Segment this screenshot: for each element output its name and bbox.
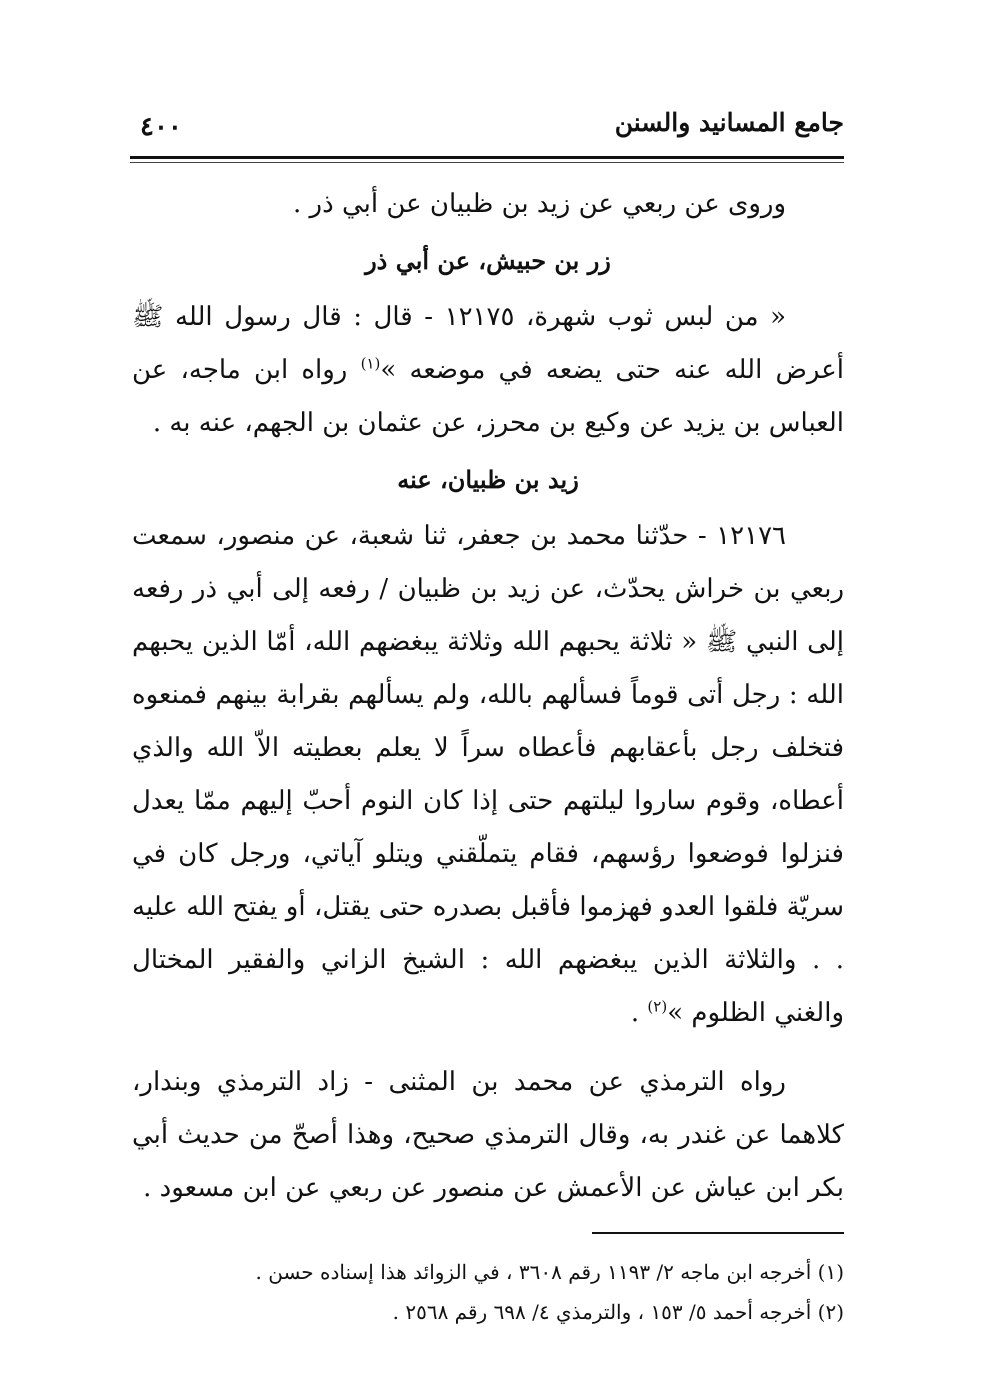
spacer bbox=[132, 1040, 844, 1056]
footnote-ref: (١) bbox=[360, 354, 381, 373]
header-rule bbox=[130, 156, 844, 159]
page-number: ٤٠٠ bbox=[140, 112, 182, 142]
footnote-rule bbox=[592, 1232, 844, 1234]
hadith-source: رواه ابن ماجه، عن العباس بن يزيد عن وكيع بن محرز، عن عثمان بن الجهم، عنه به . bbox=[132, 355, 844, 438]
paragraph-end: . bbox=[630, 998, 648, 1028]
footnote: (١) أخرجه ابن ماجه ٢/ ١١٩٣ رقم ٣٦٠٨ ، في الزوائد هذا إسناده حسن . bbox=[255, 1260, 844, 1284]
page-header bbox=[130, 108, 844, 152]
hadith-text: « من لبس ثوب شهرة، ١٢١٧٥ - قال : قال رسول الله ﷺ أعرض الله عنه حتى يضعه في موضعه » bbox=[132, 302, 845, 385]
main-text bbox=[132, 178, 844, 1215]
hadith-text: ١٢١٧٦ - حدّثنا محمد بن جعفر، ثنا شعبة، عن منصور، سمعت ربعي بن خراش يحدّث، عن زيد بن ظبيان / رفعه إلى أبي ذر رفعه إلى النبي ﷺ « ثلاثة يحبهم الله وثلاثة يبغضهم الله، أمّا الذين يحبهم الله : رجل أتى قوماً فسألهم بالله، ولم يسألهم بقرابة بينهم فمنعوه فتخلف رجل بأعقابهم فأعطاه سراً لا يعلم بعطيته الاّ الله والذي أعطاه، وقوم ساروا ليلتهم حتى إذا كان النوم أحبّ إليهم ممّا يعدل فنزلوا فوضعوا رؤسهم، فقام يتملّقني ويتلو آياتي، ورجل كان في سريّة فلقوا العدو فهزموا فأقبل بصدره حتى يقتل، أو يفتح الله عليه . . والثلاثة الذين يبغضهم الله : الشيخ الزاني والفقير المختال والغني الظلوم » bbox=[132, 521, 844, 1028]
footnotes bbox=[132, 1252, 844, 1332]
header-rule-thin bbox=[130, 162, 844, 163]
paragraph: وروى عن ربعي عن زيد بن ظبيان عن أبي ذر . bbox=[293, 189, 786, 219]
paragraph: رواه الترمذي عن محمد بن المثنى - زاد الترمذي وبندار، كلاهما عن غندر به، وقال الترمذي صحيح، وهذا أصحّ من حديث أبي بكر ابن عياش عن الأعمش عن منصور عن ربعي عن ابن مسعود . bbox=[132, 1067, 844, 1203]
footnote-ref: (٢) bbox=[647, 997, 668, 1016]
paragraph bbox=[132, 291, 844, 450]
section-heading: زيد بن ظبيان، عنه bbox=[397, 465, 579, 494]
footnote: (٢) أخرجه أحمد ٥/ ١٥٣ ، والترمذي ٤/ ٦٩٨ رقم ٢٥٦٨ . bbox=[392, 1300, 844, 1324]
book-title: جامع المسانيد والسنن bbox=[614, 108, 844, 137]
paragraph bbox=[132, 510, 844, 1040]
section-heading: زر بن حبيش، عن أبي ذر bbox=[365, 246, 611, 275]
